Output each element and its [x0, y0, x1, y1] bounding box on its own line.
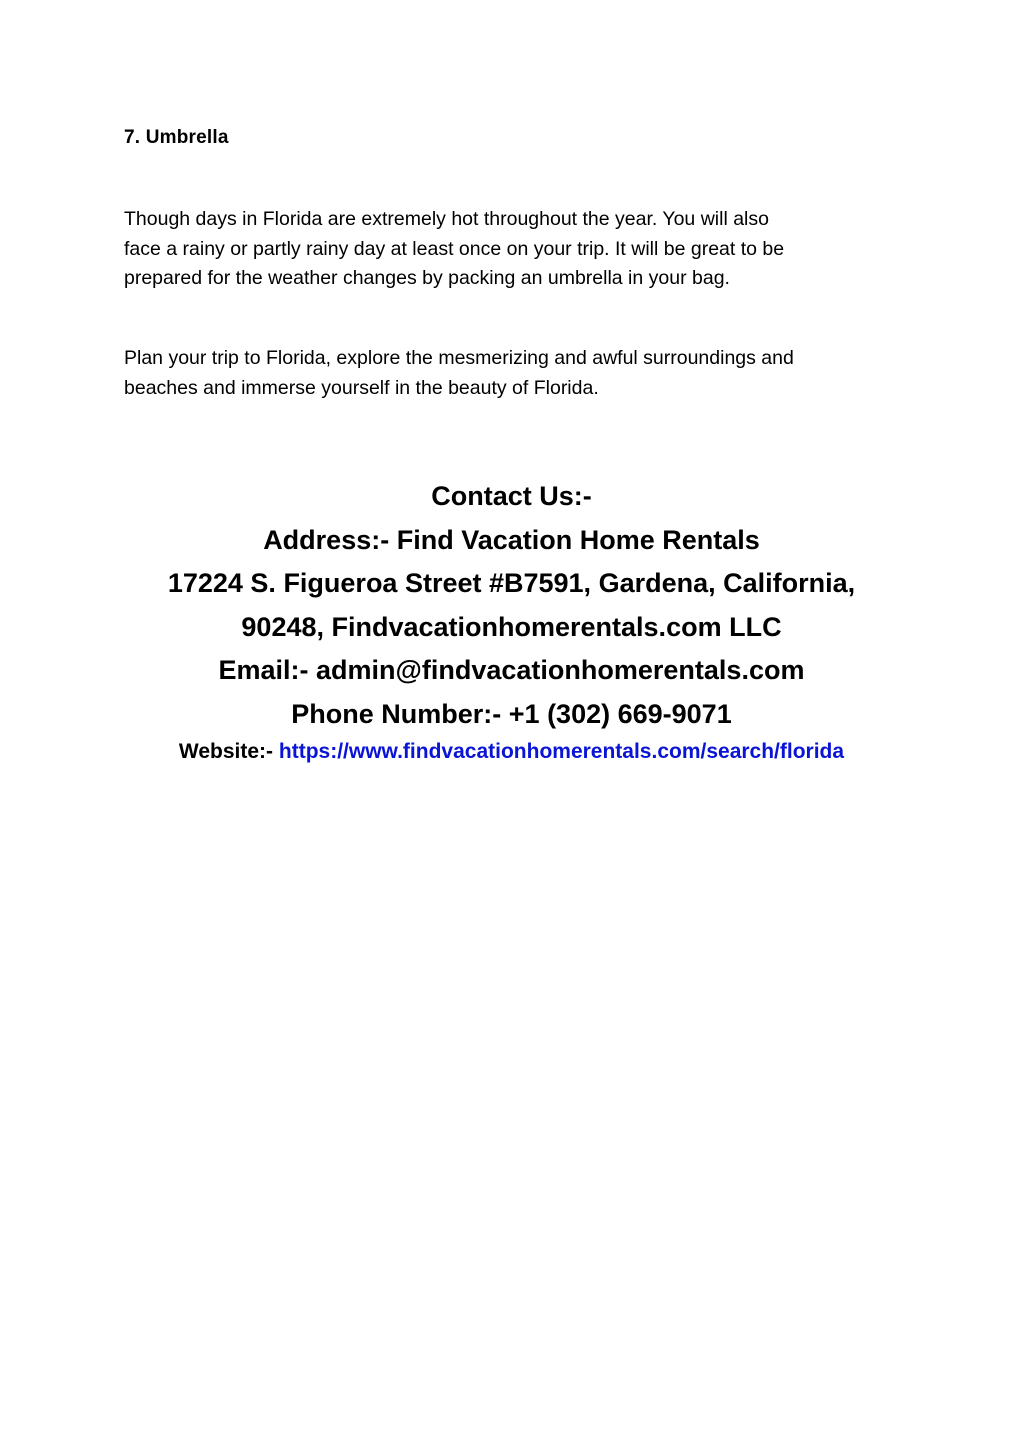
contact-zip: 90248, Findvacationhomerentals.com LLC — [241, 611, 782, 642]
paragraph-umbrella — [124, 205, 899, 294]
section-heading: 7. Umbrella — [124, 127, 229, 148]
paragraph-line: prepared for the weather changes by packing an umbrella in your bag. — [124, 267, 730, 289]
contact-title: Contact Us:- — [431, 481, 592, 511]
contact-street: 17224 S. Figueroa Street #B7591, Gardena, California, — [167, 568, 856, 598]
contact-address: Address:- Find Vacation Home Rentals — [263, 524, 760, 555]
website-label: Website:- — [178, 740, 279, 763]
paragraph-line: face a rainy or partly rainy day at least once on your trip. It will be great to be — [124, 237, 785, 260]
contact-block — [0, 475, 1023, 768]
paragraph-plan-trip — [124, 344, 899, 403]
contact-phone: Phone Number:- +1 (302) 669-9071 — [291, 698, 732, 729]
website-link[interactable]: https://www.findvacationhomerentals.com/search/florida — [278, 740, 845, 763]
paragraph-line: beaches and immerse yourself in the beauty of Florida. — [124, 376, 599, 399]
paragraph-line: Though days in Florida are extremely hot throughout the year. You will also — [124, 208, 769, 230]
paragraph-line: Plan your trip to Florida, explore the mesmerizing and awful surroundings and — [124, 347, 794, 369]
contact-email: Email:- admin@findvacationhomerentals.com — [218, 655, 805, 685]
contact-website — [0, 736, 1023, 768]
